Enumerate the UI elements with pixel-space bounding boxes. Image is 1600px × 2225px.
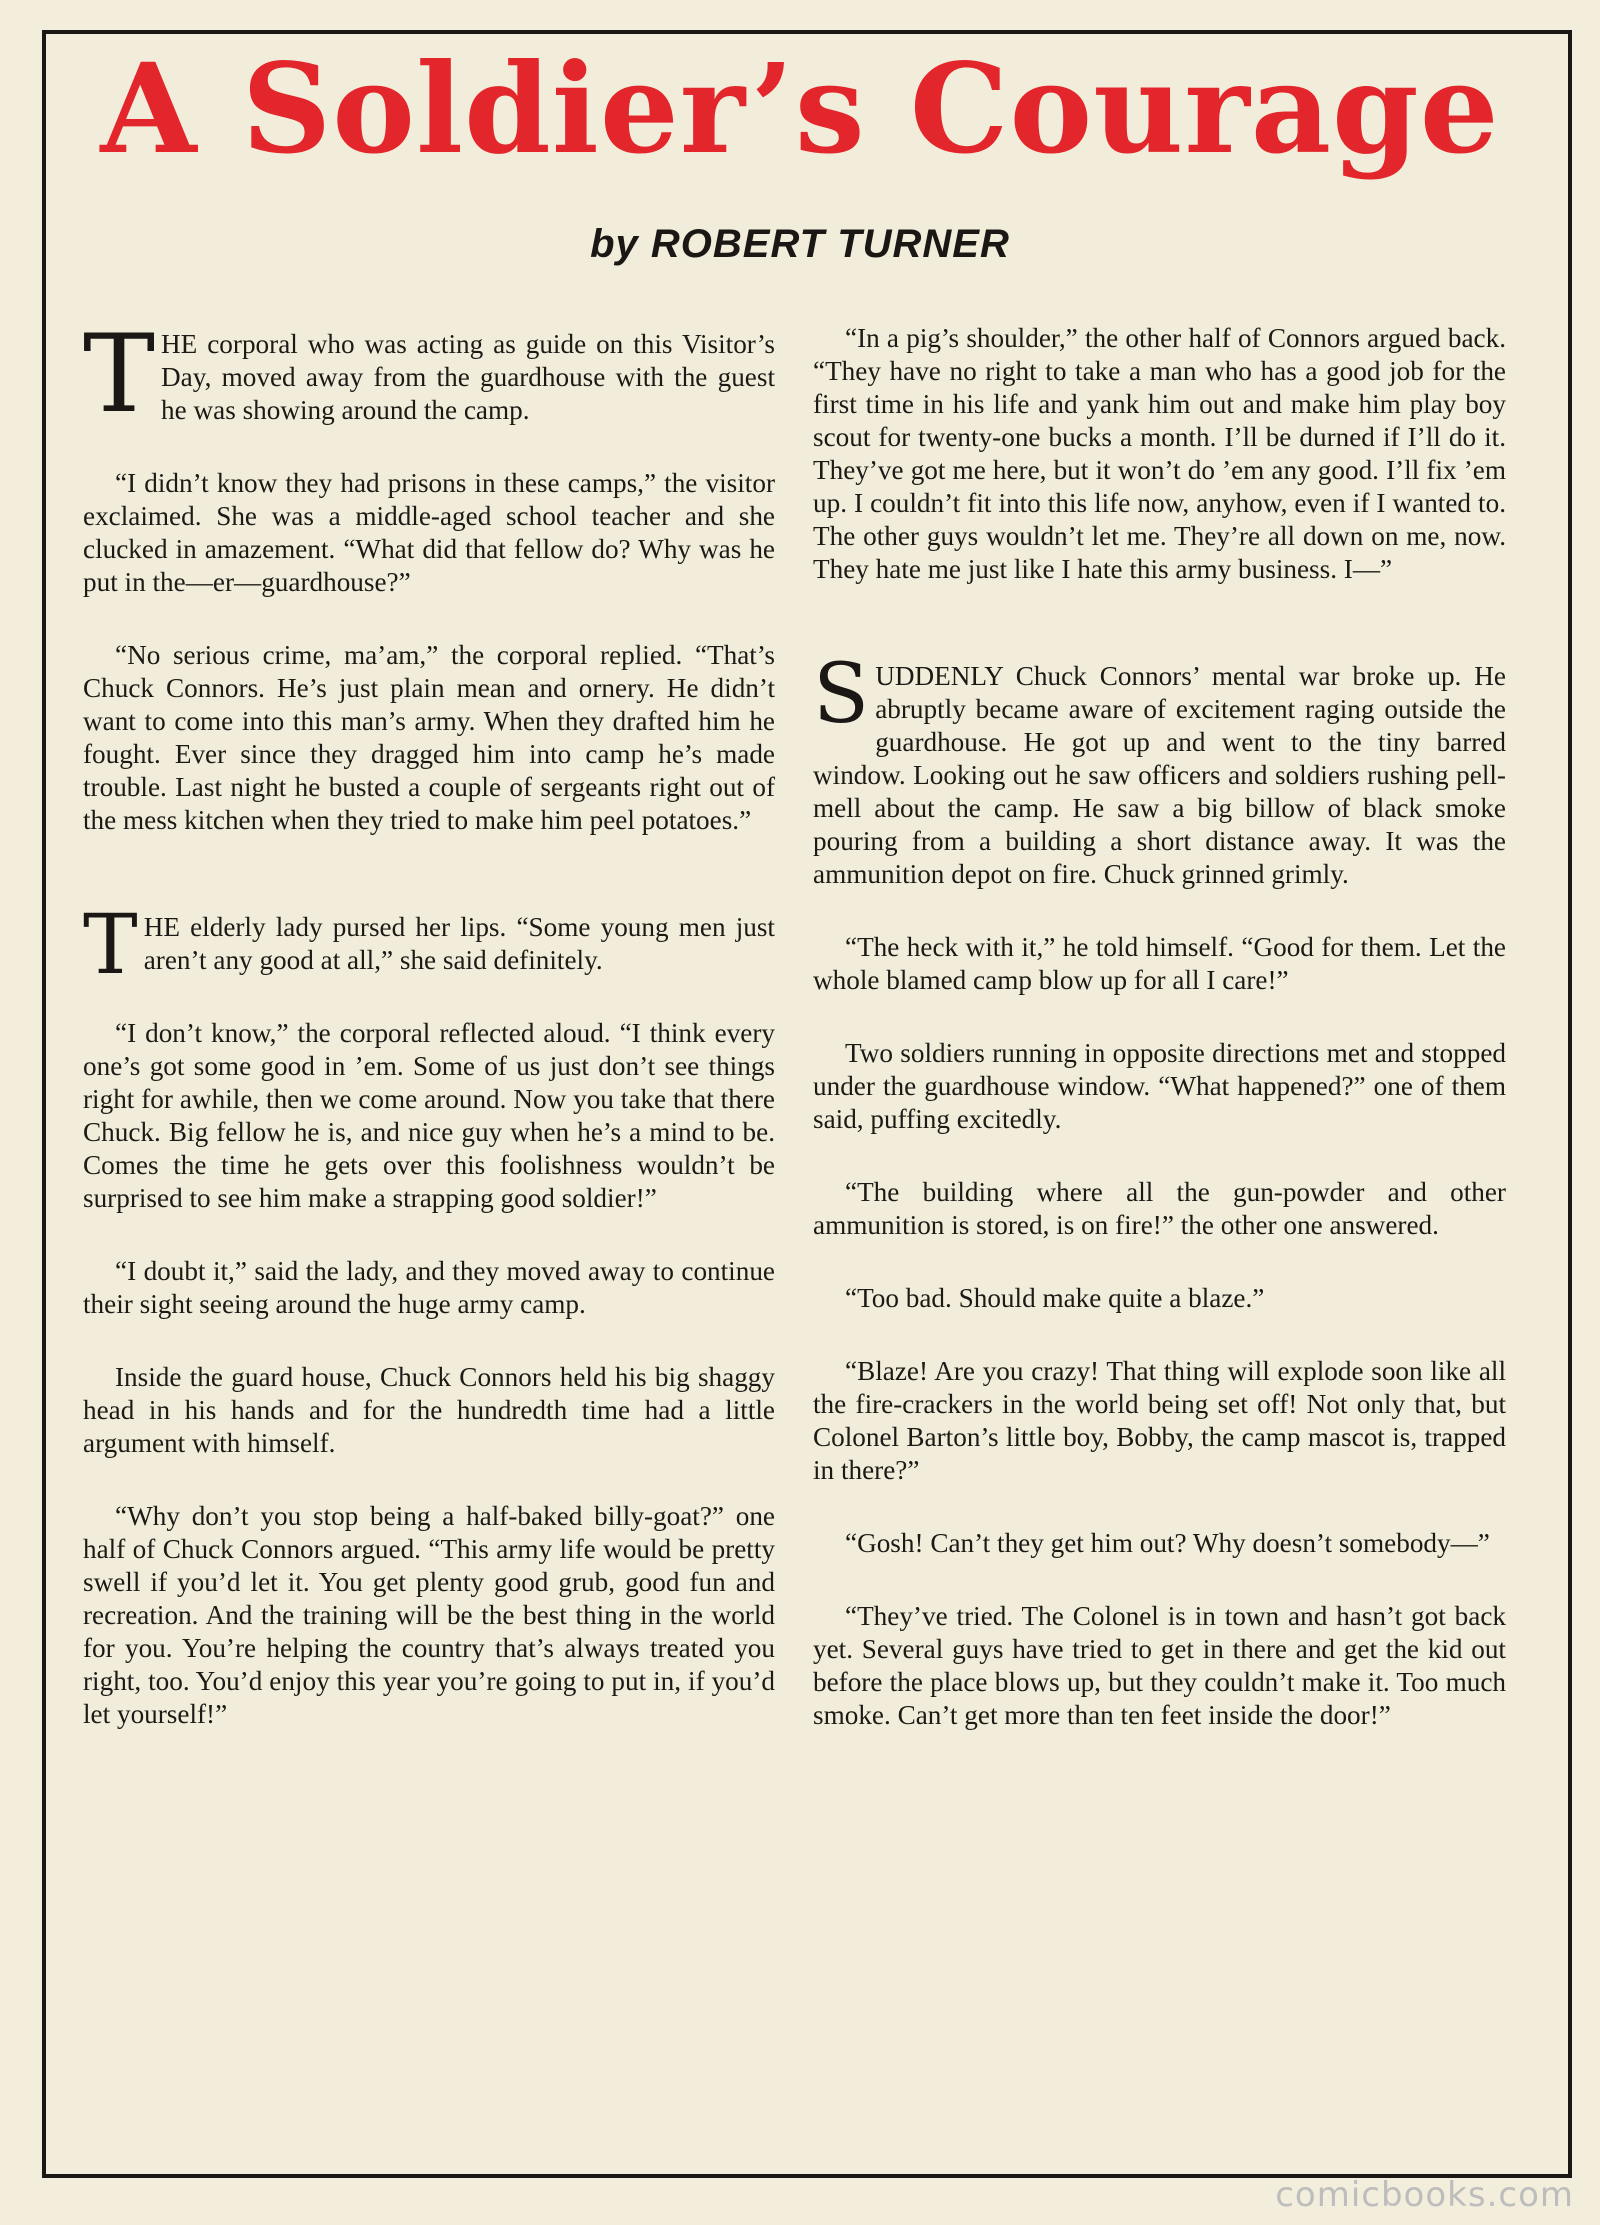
paragraph: “No serious crime, ma’am,” the corporal replied. “That’s Chuck Connors. He’s just plain mean and ornery. He didn’t want to come into this man’s army. When they drafted him he fought. Ever since they dragged him into camp he’s made trouble. Last night he busted a couple of sergeants right out of the mess kitchen when they tried to make him peel potatoes.” <box>83 640 775 835</box>
paragraph: THE corporal who was acting as guide on this Visitor’s Day, moved away from the guardhouse with the guest he was showing around the camp. <box>83 312 775 437</box>
paragraph: “I didn’t know they had prisons in these camps,” the visitor exclaimed. She was a middle-aged school teacher and she clucked in amazement. “What did that fellow do? Why was he put in the—er—guardhouse?” <box>83 468 775 597</box>
story-title: A Soldier’s Courage <box>100 37 1500 182</box>
paragraph: Two soldiers running in opposite directions met and stopped under the guardhouse window. “What happened?” one of them said, puffing excitedly. <box>813 1038 1506 1134</box>
paragraph: “I doubt it,” said the lady, and they moved away to continue their sight seeing around the huge army camp. <box>83 1256 775 1319</box>
left-column <box>83 312 775 1771</box>
paragraph: Inside the guard house, Chuck Connors held his big shaggy head in his hands and for the hundredth time had a little argument with himself. <box>83 1362 775 1458</box>
paragraph: “Gosh! Can’t they get him out? Why doesn’t somebody—” <box>845 1528 1490 1558</box>
watermark: comicbooks.com <box>1275 2175 1574 2215</box>
drop-cap: T <box>83 898 138 993</box>
paragraph: “The building where all the gun-powder and other ammunition is stored, is on fire!” the other one answered. <box>813 1177 1506 1240</box>
paragraph: “They’ve tried. The Colonel is in town and hasn’t got back yet. Several guys have tried to get in there and get the kid out before the place blows up, but they couldn’t make it. Too much smoke. Can’t get more than ten feet inside the door!” <box>813 1601 1506 1730</box>
drop-cap: T <box>83 312 156 437</box>
paragraph: “The heck with it,” he told himself. “Good for them. Let the whole blamed camp blow up for all I care!” <box>813 932 1506 995</box>
paragraph: “In a pig’s shoulder,” the other half of Connors argued back. “They have no right to take a man who has a good job for the first time in his life and yank him out and make him play boy scout for twenty-one bucks a month. I’ll be durned if I’ll do it. They’ve got me here, but it won’t do ’em any good. I’ll fix ’em up. I couldn’t fit into this life now, anyhow, even if I wanted to. The other guys wouldn’t let me. They’re all down on me, now. They hate me just like I hate this army business. I—” <box>813 323 1506 584</box>
paragraph: SUDDENLY Chuck Connors’ mental war broke up. He abruptly became aware of excitement raging outside the guardhouse. He got up and went to the tiny barred window. Looking out he saw officers and soldiers rushing pell-mell about the camp. He saw a big billow of black smoke pouring from a building a short distance away. It was the ammunition depot on fire. Chuck grinned grimly. <box>813 647 1506 889</box>
paragraph: “I don’t know,” the corporal reflected aloud. “I think every one’s got some good in ’em. Some of us just don’t see things right for awhile, then we come around. Now you take that there Chuck. Big fellow he is, and nice guy when he’s a mind to be. Comes the time he gets over this foolishness wouldn’t be surprised to see him make a strapping good soldier!” <box>83 1018 775 1213</box>
paragraph: “Too bad. Should make quite a blaze.” <box>845 1283 1265 1313</box>
paragraph: THE elderly lady pursed her lips. “Some young men just aren’t any good at all,” she said definitely. <box>83 898 775 993</box>
paragraph: “Blaze! Are you crazy! That thing will explode soon like all the fire-crackers in the world being set off! Not only that, but Colonel Barton’s little boy, Bobby, the camp mascot is, trapped in there?” <box>813 1356 1506 1485</box>
story-byline: by ROBERT TURNER <box>590 222 1010 266</box>
paragraph: “Why don’t you stop being a half-baked billy-goat?” one half of Chuck Connors argued. “This army life would be pretty swell if you’d let it. You get plenty good grub, good fun and recreation. And the training will be the best thing in the world for you. You’re helping the country that’s always treated you right, too. You’d enjoy this year you’re going to put in, if you’d let yourself!” <box>83 1501 775 1729</box>
drop-cap: S <box>813 647 870 742</box>
right-column <box>813 322 1506 1772</box>
